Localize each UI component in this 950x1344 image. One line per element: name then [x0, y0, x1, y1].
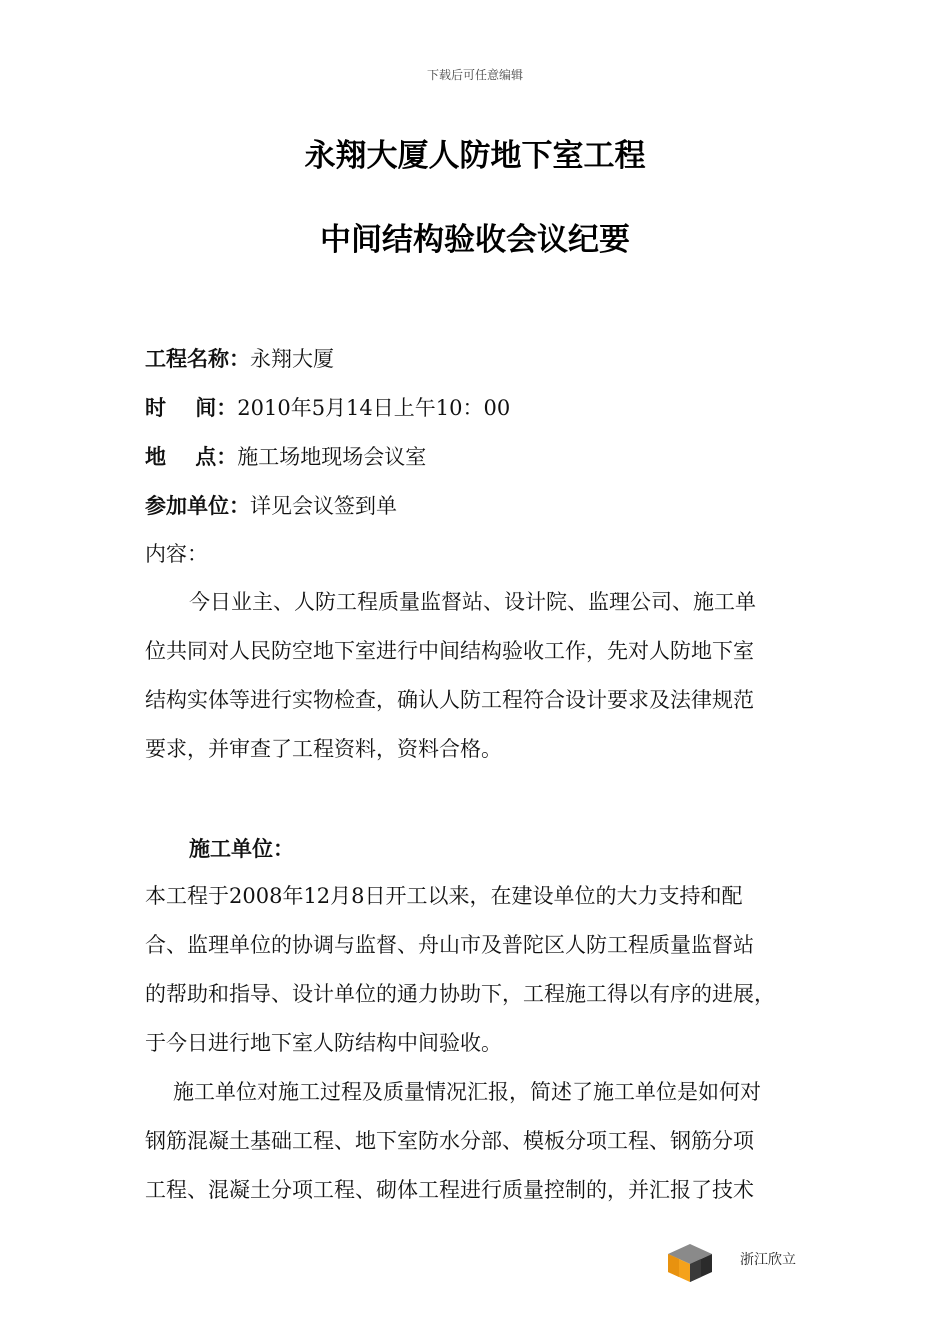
- units-label: 参加单位：: [145, 494, 250, 518]
- content-label: 内容：: [145, 542, 208, 566]
- time-row: [145, 392, 510, 422]
- place-row: [145, 441, 426, 471]
- paragraph-line: 于今日进行地下室人防结构中间验收。: [145, 1031, 502, 1055]
- paragraph-line: 工程、混凝土分项工程、砌体工程进行质量控制的，并汇报了技术: [145, 1178, 754, 1202]
- paragraph-line: 本工程于2008年12月8日开工以来，在建设单位的大力支持和配: [145, 884, 743, 908]
- paragraph-line: 结构实体等进行实物检查，确认人防工程符合设计要求及法律规范: [145, 688, 754, 712]
- document-title-line1: 永翔大厦人防地下室工程: [304, 138, 646, 174]
- header-note: 下载后可任意编辑: [426, 68, 523, 82]
- paragraph-line: 要求，并审查了工程资料，资料合格。: [145, 737, 502, 761]
- project-name-label: 工程名称：: [145, 347, 250, 371]
- project-name-row: [145, 343, 334, 373]
- paragraph-line: 合、监理单位的协调与监督、舟山市及普陀区人防工程质量监督站: [145, 933, 754, 957]
- time-label: 时 间：: [145, 396, 238, 420]
- place-value: 施工场地现场会议室: [237, 445, 427, 469]
- paragraph-line: 位共同对人民防空地下室进行中间结构验收工作，先对人防地下室: [145, 639, 754, 663]
- time-value: 2010年5月14日上午10：00: [237, 396, 511, 420]
- paragraph-line: 施工单位对施工过程及质量情况汇报，简述了施工单位是如何对: [173, 1080, 761, 1104]
- document-title-line2: 中间结构验收会议纪要: [320, 222, 630, 258]
- section-heading: 施工单位：: [189, 837, 294, 861]
- paragraph-line: 钢筋混凝土基础工程、地下室防水分部、模板分项工程、钢筋分项: [145, 1129, 754, 1153]
- units-row: [145, 490, 397, 520]
- units-value: 详见会议签到单: [250, 494, 397, 518]
- paragraph-line: 的帮助和指导、设计单位的通力协助下，工程施工得以有序的进展，: [145, 982, 775, 1006]
- project-name-value: 永翔大厦: [250, 347, 334, 371]
- place-label: 地 点：: [145, 445, 238, 469]
- cube-logo-icon: [666, 1242, 714, 1284]
- paragraph-line: 今日业主、人防工程质量监督站、设计院、监理公司、施工单: [189, 590, 756, 614]
- footer-company: 浙江欣立: [740, 1252, 796, 1268]
